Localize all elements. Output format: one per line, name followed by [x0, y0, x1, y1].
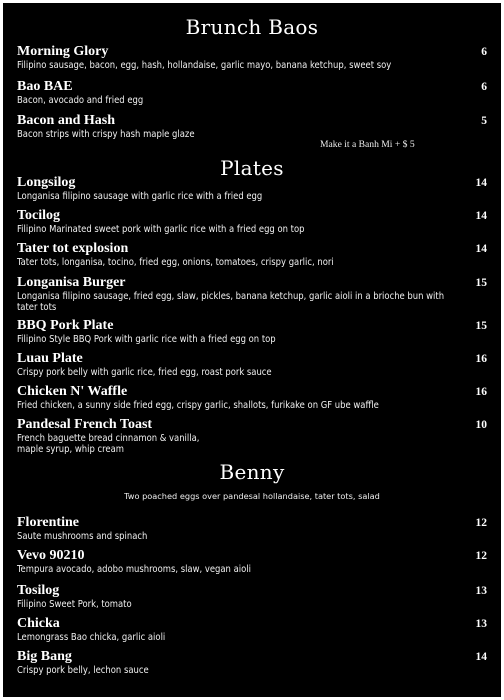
item-name: Big Bang: [17, 649, 72, 664]
item-description: Fried chicken, a sunny side fried egg, crispy garlic, shallots, furikake on GF ube waffle: [17, 400, 379, 411]
item-price: 14: [475, 651, 487, 663]
menu-item: [17, 417, 487, 455]
item-price: 12: [475, 517, 487, 529]
item-price: 5: [481, 115, 487, 127]
item-price: 10: [475, 419, 487, 431]
item-description: Saute mushrooms and spinach: [17, 531, 148, 542]
item-description: French baguette bread cinnamon & vanilla, maple syrup, whip cream: [17, 433, 200, 455]
item-price: 12: [475, 550, 487, 562]
menu-item: [17, 44, 487, 71]
item-description: Bacon, avocado and fried egg: [17, 95, 144, 106]
menu-item: [17, 384, 487, 411]
item-price: 6: [481, 81, 487, 93]
menu-item: [17, 351, 487, 378]
item-name: Morning Glory: [17, 44, 109, 59]
item-price: 16: [475, 386, 487, 398]
item-name: Bacon and Hash: [17, 113, 116, 128]
menu-board: [3, 3, 501, 697]
item-name: Florentine: [17, 515, 79, 530]
item-name: Chicka: [17, 616, 60, 631]
menu-item: [17, 275, 487, 313]
item-price: 14: [475, 210, 487, 222]
item-description: Tater tots, longanisa, tocino, fried egg, onions, tomatoes, crispy garlic, nori: [17, 257, 334, 268]
item-name: Luau Plate: [17, 351, 83, 366]
item-description: Longanisa filipino sausage, fried egg, slaw, pickles, banana ketchup, garlic aioli in a brioche bun with tater tots: [17, 291, 445, 313]
item-description: Tempura avocado, adobo mushrooms, slaw, vegan aioli: [17, 564, 251, 575]
item-price: 14: [475, 177, 487, 189]
item-name: Longsilog: [17, 175, 76, 190]
menu-item: [17, 616, 487, 643]
menu-item: [17, 515, 487, 542]
menu-item: [17, 548, 487, 575]
item-price: 14: [475, 243, 487, 255]
menu-item: [17, 649, 487, 676]
menu-item: [17, 175, 487, 202]
item-description: Filipino Style BBQ Pork with garlic rice with a fried egg on top: [17, 334, 276, 345]
item-name: BBQ Pork Plate: [17, 318, 114, 333]
item-price: 13: [475, 618, 487, 630]
section-title-benny: Benny: [219, 460, 285, 484]
item-description: Bacon strips with crispy hash maple glaze: [17, 129, 195, 140]
benny-subtitle: Two poached eggs over pandesal hollandaise, tater tots, salad: [124, 491, 380, 501]
banh-mi-upgrade-note: Make it a Banh Mi + $ 5: [320, 139, 415, 150]
item-name: Tosilog: [17, 583, 60, 598]
item-description: Lemongrass Bao chicka, garlic aioli: [17, 632, 166, 643]
item-price: 16: [475, 353, 487, 365]
item-description: Filipino Marinated sweet pork with garlic rice with a fried egg on top: [17, 224, 305, 235]
section-title-plates: Plates: [220, 156, 284, 180]
menu-item: [17, 583, 487, 610]
item-name: Pandesal French Toast: [17, 417, 153, 432]
item-price: 13: [475, 585, 487, 597]
menu-item: [17, 318, 487, 345]
item-price: 6: [481, 46, 487, 58]
menu-item: [17, 241, 487, 268]
item-description: Longanisa filipino sausage with garlic rice with a fried egg: [17, 191, 263, 202]
menu-item: [17, 79, 487, 106]
menu-item: [17, 113, 487, 140]
item-description: Filipino Sweet Pork, tomato: [17, 599, 132, 610]
item-price: 15: [475, 277, 487, 289]
item-name: Tocilog: [17, 208, 61, 223]
menu-item: [17, 208, 487, 235]
item-description: Filipino sausage, bacon, egg, hash, hollandaise, garlic mayo, banana ketchup, sweet soy: [17, 60, 392, 71]
item-description: Crispy pork belly with garlic rice, fried egg, roast pork sauce: [17, 367, 272, 378]
section-title-brunch-baos: Brunch Baos: [185, 15, 319, 39]
item-name: Bao BAE: [17, 79, 73, 94]
item-name: Chicken N' Waffle: [17, 384, 128, 399]
item-description: Crispy pork belly, lechon sauce: [17, 665, 149, 676]
item-name: Longanisa Burger: [17, 275, 126, 290]
item-name: Tater tot explosion: [17, 241, 129, 256]
item-name: Vevo 90210: [17, 548, 85, 563]
item-price: 15: [475, 320, 487, 332]
